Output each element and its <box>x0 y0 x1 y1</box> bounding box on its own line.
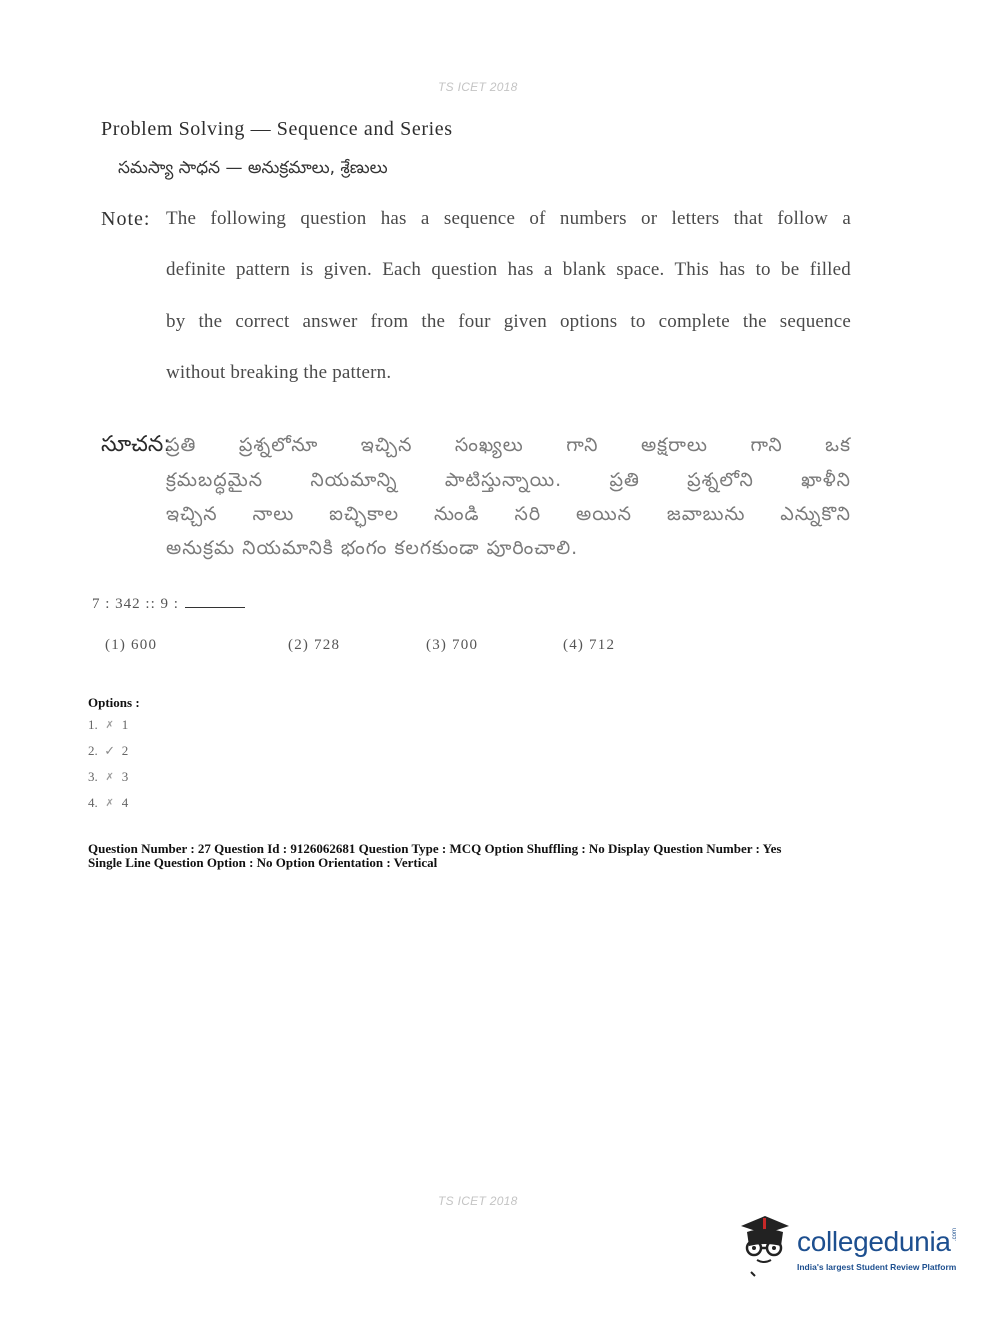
choice-4: (4) 712 <box>563 637 616 653</box>
option-label: 2 <box>121 743 129 758</box>
question-meta: Question Number : 27 Question Id : 9126062681 Question Type : MCQ Option Shuffling : No Display Question Number : Yes <box>88 841 782 856</box>
option-label: 3 <box>121 769 129 784</box>
footer-watermark: TS ICET 2018 <box>438 1194 518 1208</box>
logo-tagline: India's largest Student Review Platform <box>797 1262 957 1272</box>
option-label: 1 <box>121 717 129 732</box>
choice-3: (3) 700 <box>426 637 479 653</box>
check-icon: ✓ <box>104 743 116 759</box>
mascot-icon <box>735 1212 793 1278</box>
question-expression: 7 : 342 :: 9 : <box>92 596 179 612</box>
note-line: The following question has a sequence of numbers or letters that follow a <box>166 208 851 229</box>
option-number: 4. <box>88 795 98 810</box>
choice-1: (1) 600 <box>105 637 158 653</box>
section-title: Problem Solving — Sequence and Series <box>101 118 453 140</box>
option-row <box>88 795 128 811</box>
cross-icon: ✗ <box>105 797 114 809</box>
question-text <box>92 595 245 613</box>
note-line: by the correct answer from the four given options to complete the sequence <box>166 311 851 332</box>
logo-com: .com <box>951 1228 958 1242</box>
note-line: without breaking the pattern. <box>166 362 392 383</box>
cross-icon: ✗ <box>105 771 114 783</box>
note-line-telugu: ఇచ్చిన నాలు ఐచ్ఛికాల నుండి సరి అయిన జవాబును ఎన్నుకొని <box>166 503 851 525</box>
header-watermark: TS ICET 2018 <box>438 80 518 94</box>
note-line: definite pattern is given. Each question has a blank space. This has to be filled <box>166 259 851 280</box>
option-label: 4 <box>121 795 129 810</box>
cross-icon: ✗ <box>105 719 114 731</box>
note-label-telugu: సూచన: <box>101 432 171 457</box>
collegedunia-logo <box>735 1212 958 1278</box>
answer-blank <box>185 595 245 608</box>
option-number: 1. <box>88 717 98 732</box>
note-line-telugu: క్రమబద్ధమైన నియమాన్ని పాటిస్తున్నాయి. ప్రతి ప్రశ్నలోని ఖాళీని <box>166 469 851 491</box>
option-row <box>88 743 128 759</box>
option-row <box>88 769 128 785</box>
logo-wordmark: collegedunia <box>797 1226 951 1257</box>
section-title-telugu: సమస్యా సాధన — అనుక్రమాలు, శ్రేణులు <box>118 158 388 178</box>
note-line-telugu: ప్రతి ప్రశ్నలోనూ ఇచ్చిన సంఖ్యలు గాని అక్షరాలు గాని ఒక <box>166 434 851 456</box>
options-heading: Options : <box>88 695 140 710</box>
note-line-telugu: అనుక్రమ నియమానికి భంగం కలగకుండా పూరించాలి. <box>166 537 579 559</box>
choice-2: (2) 728 <box>288 637 341 653</box>
note-label: Note: <box>101 208 151 230</box>
option-number: 3. <box>88 769 98 784</box>
option-row <box>88 717 128 733</box>
question-meta: Single Line Question Option : No Option Orientation : Vertical <box>88 855 438 870</box>
option-number: 2. <box>88 743 98 758</box>
